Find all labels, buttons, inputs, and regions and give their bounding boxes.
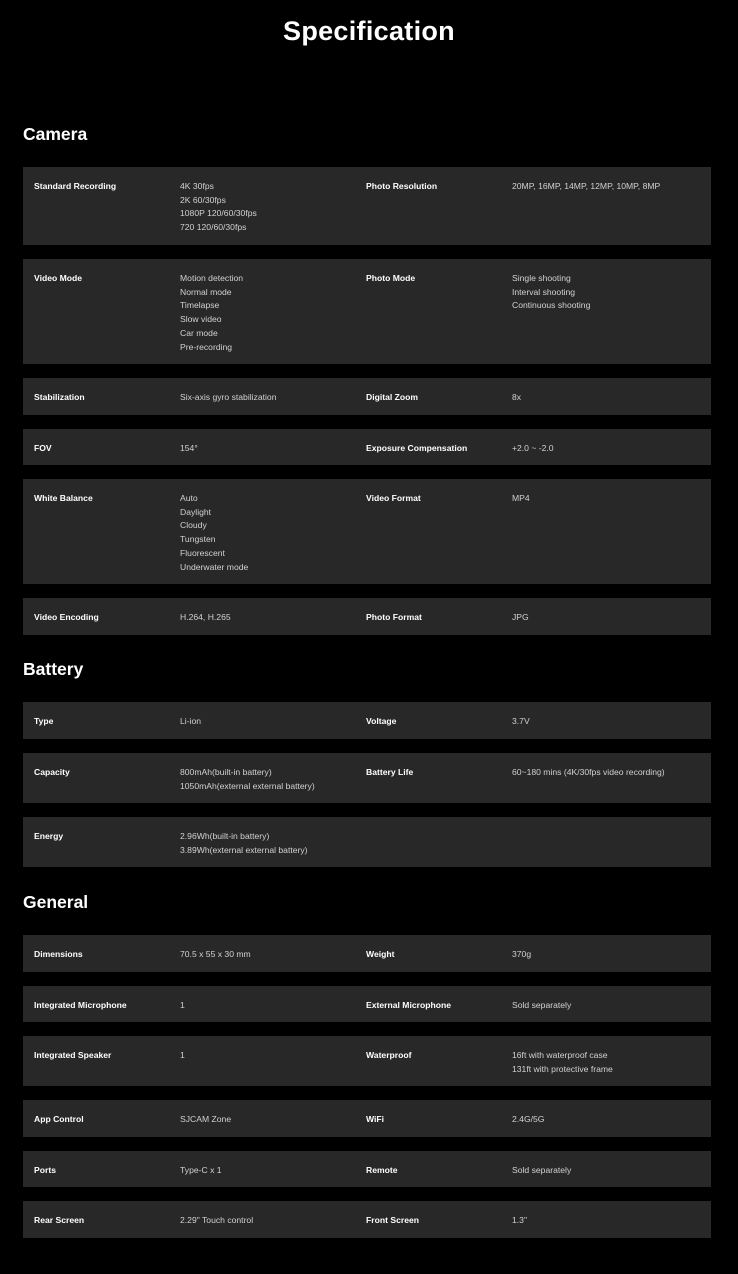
spec-row <box>23 259 711 364</box>
spec-row <box>23 598 711 635</box>
spec-value: 16ft with waterproof case 131ft with protective frame <box>512 1050 613 1074</box>
spec-value: Single shooting Interval shooting Continuous shooting <box>512 273 591 311</box>
spec-label: Battery Life <box>366 767 414 777</box>
spec-value: Sold separately <box>512 1165 572 1175</box>
spec-label: Video Format <box>366 493 421 503</box>
spec-row <box>23 1036 711 1086</box>
spec-label: White Balance <box>34 493 93 503</box>
spec-value: 3.7V <box>512 716 530 726</box>
section-title-camera: Camera <box>23 124 88 144</box>
spec-row <box>23 817 711 867</box>
spec-label: Dimensions <box>34 949 83 959</box>
spec-value: MP4 <box>512 493 530 503</box>
spec-value: 4K 30fps 2K 60/30fps 1080P 120/60/30fps 720 120/60/30fps <box>180 181 257 233</box>
spec-value: 8x <box>512 392 522 402</box>
spec-label: Video Encoding <box>34 612 99 622</box>
spec-label: Video Mode <box>34 273 83 283</box>
spec-value: 70.5 x 55 x 30 mm <box>180 949 251 959</box>
spec-label: Photo Format <box>366 612 422 622</box>
spec-row <box>23 702 711 739</box>
spec-label: Energy <box>34 831 64 841</box>
spec-label: WiFi <box>366 1114 385 1124</box>
spec-label: Voltage <box>366 716 397 726</box>
spec-value: Auto Daylight Cloudy Tungsten Fluorescent Underwater mode <box>180 493 249 572</box>
spec-label: FOV <box>34 443 52 453</box>
spec-row <box>23 378 711 415</box>
spec-label: Remote <box>366 1165 398 1175</box>
spec-label: Stabilization <box>34 392 85 402</box>
spec-value: 154° <box>180 443 198 453</box>
spec-row <box>23 167 711 245</box>
spec-value: H.264, H.265 <box>180 612 231 622</box>
spec-value: Sold separately <box>512 1000 572 1010</box>
spec-label: Capacity <box>34 767 70 777</box>
spec-value: 2.29" Touch control <box>180 1215 254 1225</box>
spec-label: Integrated Microphone <box>34 1000 127 1010</box>
spec-value: +2.0 ~ -2.0 <box>512 443 554 453</box>
spec-label: Front Screen <box>366 1215 420 1225</box>
spec-label: Integrated Speaker <box>34 1050 112 1060</box>
spec-label: Rear Screen <box>34 1215 85 1225</box>
spec-label: Photo Mode <box>366 273 416 283</box>
spec-value: 1.3" <box>512 1215 527 1225</box>
spec-label: Weight <box>366 949 395 959</box>
spec-value: 60~180 mins (4K/30fps video recording) <box>512 767 665 777</box>
spec-value: 20MP, 16MP, 14MP, 12MP, 10MP, 8MP <box>512 181 661 191</box>
spec-row <box>23 986 711 1022</box>
spec-label: Exposure Compensation <box>366 443 468 453</box>
spec-label: Photo Resolution <box>366 181 438 191</box>
spec-value: Motion detection Normal mode Timelapse Slow video Car mode Pre-recording <box>180 273 244 352</box>
spec-row <box>23 1151 711 1187</box>
spec-value: Type-C x 1 <box>180 1165 222 1175</box>
spec-value: 1 <box>180 1050 185 1060</box>
spec-row <box>23 753 711 803</box>
spec-value: JPG <box>512 612 529 622</box>
spec-value: 800mAh(built-in battery) 1050mAh(external external battery) <box>180 767 315 791</box>
spec-value: SJCAM Zone <box>180 1114 232 1124</box>
section-title-general: General <box>23 892 89 912</box>
spec-row <box>23 429 711 465</box>
spec-label: Digital Zoom <box>366 392 419 402</box>
spec-label: Waterproof <box>366 1050 412 1060</box>
spec-label: External Microphone <box>366 1000 451 1010</box>
spec-value: Li-ion <box>180 716 202 726</box>
page-title: Specification <box>283 16 455 46</box>
spec-value: 2.96Wh(built-in battery) 3.89Wh(external external battery) <box>180 831 308 855</box>
spec-row <box>23 1201 711 1238</box>
spec-value: 2.4G/5G <box>512 1114 545 1124</box>
spec-value: Six-axis gyro stabilization <box>180 392 277 402</box>
spec-row <box>23 1100 711 1137</box>
spec-row <box>23 479 711 584</box>
spec-label: Ports <box>34 1165 56 1175</box>
spec-label: Type <box>34 716 54 726</box>
spec-value: 1 <box>180 1000 185 1010</box>
section-title-battery: Battery <box>23 659 84 679</box>
spec-value: 370g <box>512 949 532 959</box>
spec-row <box>23 935 711 972</box>
spec-label: App Control <box>34 1114 84 1124</box>
spec-label: Standard Recording <box>34 181 117 191</box>
